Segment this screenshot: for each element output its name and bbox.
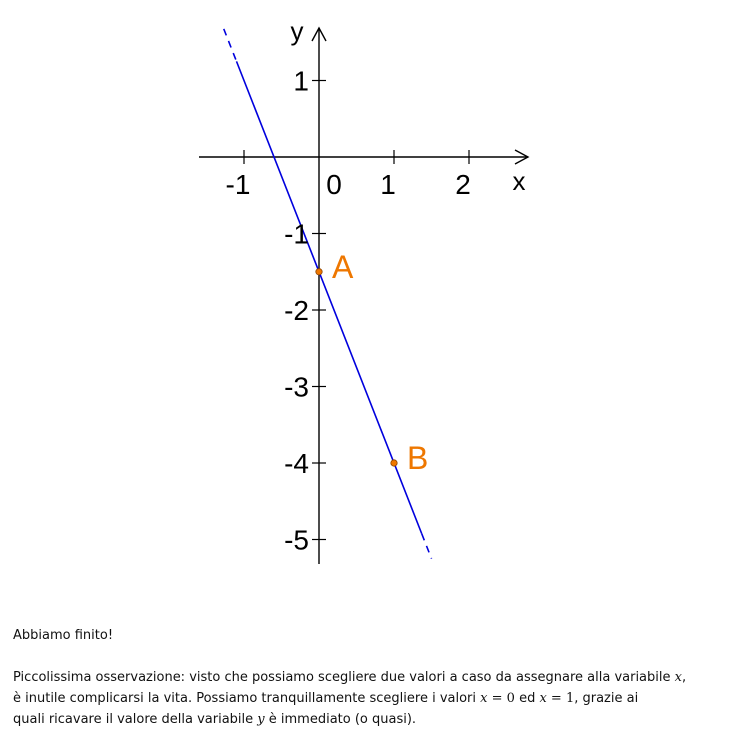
point-label-a: A (332, 248, 354, 285)
point-label-b: B (407, 440, 429, 476)
x-tick-label: -1 (225, 169, 251, 200)
ticks (244, 81, 469, 540)
obs-text-5: , grazie ai (574, 691, 639, 706)
y-tick-label: -1 (284, 218, 309, 250)
y-tick-label: -4 (284, 448, 309, 479)
line-dashed-bottom (422, 534, 432, 559)
point-b (391, 460, 397, 466)
x-tick-label: 0 (326, 169, 342, 200)
x-eq-1-var: x (539, 691, 547, 706)
obs-text-6: quali ricavare il valore della variabile (13, 712, 258, 727)
axes (199, 28, 528, 564)
y-tick-label: -3 (284, 371, 309, 403)
x-axis-label: x (512, 166, 526, 196)
observation-paragraph (13, 667, 725, 730)
y-tick-label: -5 (284, 524, 309, 556)
point-a (316, 269, 322, 275)
line-dashed-top (224, 29, 237, 62)
line-series (224, 29, 432, 559)
y-axis-label: y (290, 16, 304, 46)
obs-text-3: è inutile complicarsi la vita. Possiamo tranquillamente scegliere i valori (13, 691, 481, 706)
obs-text-4: ed (514, 691, 540, 706)
var-x: x (674, 670, 682, 685)
conclusion-text: Abbiamo finito! (13, 628, 114, 643)
x-eq-1-eq: = 1 (546, 691, 575, 706)
x-tick-label: 2 (455, 169, 471, 200)
labels (226, 16, 526, 556)
obs-text-2: , (681, 670, 687, 685)
x-eq-0-eq: = 0 (487, 691, 515, 706)
var-y: y (257, 712, 265, 727)
obs-text-7: è immediato (o quasi). (264, 712, 417, 727)
y-tick-label: -2 (284, 295, 309, 326)
x-tick-label: 1 (380, 169, 396, 200)
obs-text-1: Piccolissima osservazione: visto che possiamo scegliere due valori a caso da assegnare alla variabile (13, 670, 675, 685)
x-eq-0-var: x (480, 691, 488, 706)
y-tick-label: 1 (293, 65, 309, 97)
